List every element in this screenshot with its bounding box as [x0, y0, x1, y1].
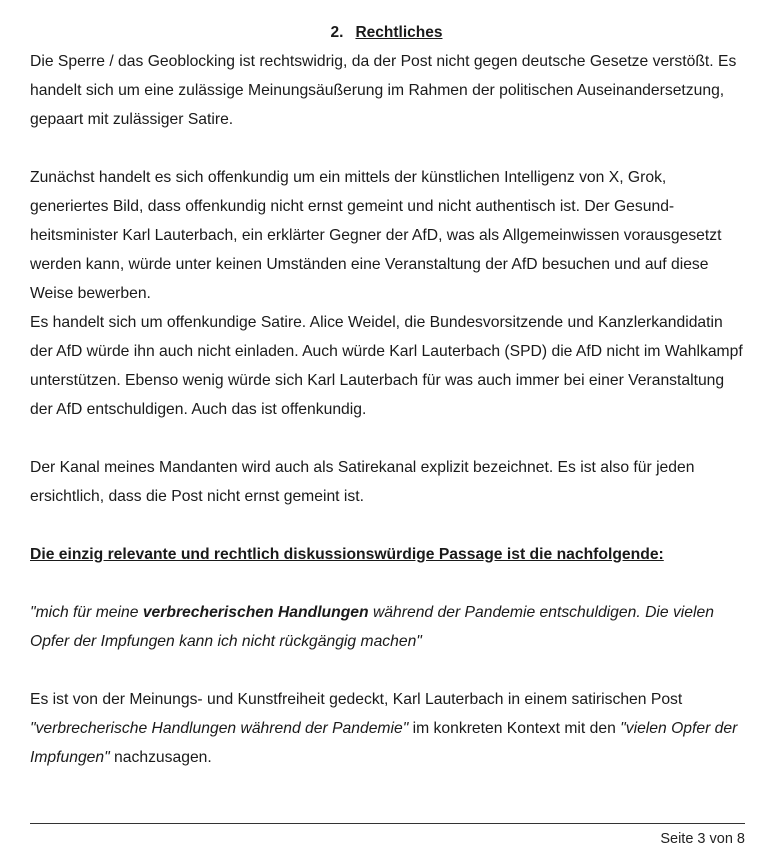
relevant-passage-heading: Die einzig relevante und rechtlich diskussionswürdige Passage ist die nachfolgende: [30, 546, 664, 563]
footer-divider [30, 823, 745, 824]
section-number: 2. [330, 24, 344, 41]
quoted-passage [30, 598, 745, 656]
paragraph-freedom-of-expression [30, 685, 745, 772]
p6-text-2: im konkreten Kontext mit den [408, 720, 621, 737]
p6-quote-2: "vielen Opfer der Impfungen" [30, 720, 738, 766]
quote-start: "mich für meine [30, 604, 143, 621]
section-title: Rechtliches [355, 24, 443, 41]
p6-text-1: Es ist von der Meinungs- und Kunstfreiheit gedeckt, Karl Lauterbach in einem satirischen Post [30, 691, 683, 708]
paragraph-grok-image: Zunächst handelt es sich offenkundig um ein mittels der künstlichen Intelligenz von X, Grok, generiertes Bild, dass offenkundig nicht ernst gemeint und nicht authentisch ist. Der Gesundheitsminister Karl Lauterbach, ein erklärter Gegner der AfD, was als Allgemeinwissen vorausgesetzt werden kann, würde unter keinen Umständen eine Veranstaltung der AfD besuchen und auf diese Weise bewerben. [30, 169, 722, 302]
paragraph-satire: Es handelt sich um offenkundige Satire. Alice Weidel, die Bundesvorsitzende und Kanzlerkandidatin der AfD würde ihn auch nicht einladen. Auch würde Karl Lauterbach (SPD) die AfD nicht im Wahlkampf unterstützen. Ebenso wenig würde sich Karl Lauterbach für was auch immer bei einer Veranstaltung der AfD entschuldigen. Auch das ist offenkundig. [30, 314, 743, 418]
quote-bold: verbrecherischen Handlungen [142, 604, 369, 621]
quote-end: während der Pandemie entschuldigen. Die vielen Opfer der Impfungen kann ich nicht rückgängig machen" [30, 604, 714, 650]
section-heading [0, 22, 773, 44]
paragraph-geoblocking: Die Sperre / das Geoblocking ist rechtswidrig, da der Post nicht gegen deutsche Gesetze verstößt. Es handelt sich um eine zulässige Meinungsäußerung im Rahmen der politischen Auseinandersetzung, gepaart mit zulässiger Satire. [30, 53, 737, 128]
paragraph-satire-channel: Der Kanal meines Mandanten wird auch als Satirekanal explizit bezeichnet. Es ist also für jeden ersichtlich, dass die Post nicht ernst gemeint ist. [30, 459, 695, 505]
p6-quote-1: "verbrecherische Handlungen während der Pandemie" [30, 720, 409, 737]
page-number: Seite 3 von 8 [660, 831, 745, 847]
body-text [30, 47, 745, 772]
p6-text-3: nachzusagen. [109, 749, 212, 766]
